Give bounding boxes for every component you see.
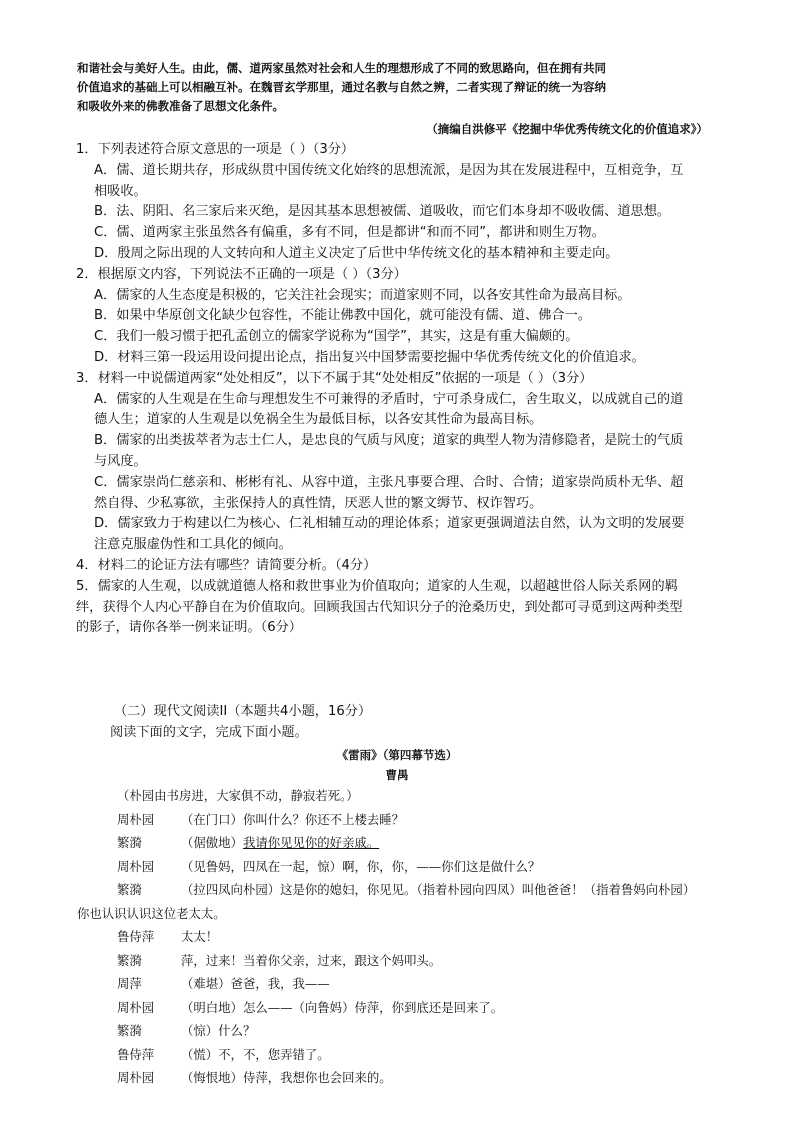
question-2-option-d: D．材料三第一段运用设问提出论点，指出复兴中国梦需要挖掘中华优秀传统文化的价值追求。 — [94, 349, 645, 365]
section-heading: （二）现代文阅读II（本题共4小题，16分） — [114, 704, 372, 719]
section-instruction: 阅读下面的文字，完成下面小题。 — [110, 725, 308, 740]
passage-line: 和谐社会与美好人生。由此，儒、道两家虽然对社会和人生的理想形成了不同的致思路向，但在拥有共同 — [77, 61, 606, 75]
speaker-name: 周朴园 — [117, 811, 155, 827]
passage-paragraph — [77, 59, 606, 116]
dialogue-line — [117, 855, 695, 879]
dialogue-text: （慌）不，不，您弄错了。 — [181, 1046, 330, 1062]
question-3-option-c-cont: 然自得、少私寡欲，主张保持人的真性情，厌恶人世的繁文缛节、权诈智巧。 — [94, 495, 543, 511]
speaker-name: 繁漪 — [117, 1023, 142, 1038]
dialogue-line — [117, 1066, 695, 1090]
question-2-option-c: C．我们一般习惯于把孔孟创立的儒家学说称为“国学”，其实，这是有重大偏颇的。 — [94, 329, 579, 345]
play-title: 《雷雨》（第四幕节选） — [336, 748, 458, 762]
question-5-stem-cont: 绊，获得个人内心平静自在为价值取向。回顾我国古代知识分子的沧桑历史，到处都可寻觅到这两种类型 — [76, 599, 683, 615]
passage-line: 价值追求的基础上可以相融互补。在魏晋玄学那里，通过名教与自然之辨，二者实现了辩证的统一为容纳 — [77, 80, 606, 94]
question-1-option-a-cont: 相吸收。 — [94, 183, 147, 199]
question-2-option-b: B．如果中华原创文化缺少包容性，不能让佛教中国化，就可能没有儒、道、佛合一。 — [94, 308, 591, 324]
question-2-option-a: A．儒家的人生态度是积极的，它关注社会现实；而道家则不同，以各安其性命为最高目标。 — [94, 287, 631, 303]
speaker-name: 鲁侍萍 — [117, 929, 155, 944]
speaker-name: 周朴园 — [117, 858, 155, 874]
dialogue-line — [117, 808, 695, 832]
dialogue-line — [117, 925, 695, 949]
question-1-option-a: A．儒、道长期共存，形成纵贯中国传统文化始终的思想流派，是因为其在发展进程中，互相竞争，互 — [94, 162, 684, 178]
play-author: 曹禺 — [385, 768, 409, 782]
question-3-option-d: D．儒家致力于构建以仁为核心、仁礼相辅互动的理论体系；道家更强调道法自然，认为文明的发展要 — [94, 516, 685, 532]
passage-line: 和吸收外来的佛教准备了思想文化条件。 — [77, 99, 284, 113]
question-3-option-a-cont: 德人生；道家的人生观是以免祸全生为最低目标，以各安其性命为最高目标。 — [94, 412, 543, 428]
question-4-stem: 4．材料二的论证方法有哪些？请简要分析。（4分） — [76, 557, 377, 573]
play-script — [77, 784, 696, 1090]
dialogue-line-wrap — [77, 902, 695, 926]
speaker-name: 繁漪 — [117, 882, 142, 897]
dialogue-line — [117, 996, 695, 1020]
dialogue-text: 你也认识认识这位老太太。 — [77, 905, 226, 921]
dialogue-text: （倨傲地） — [181, 835, 243, 850]
stage-direction: （朴园由书房进，大家俱不动，静寂若死。） — [117, 788, 359, 803]
question-3-option-b: B．儒家的出类拔萃者为志士仁人，是忠良的气质与风度；道家的典型人物为清修隐者，是院士的气质 — [94, 433, 684, 449]
question-3-option-d-cont: 注意克服虚伪性和工具化的倾向。 — [94, 537, 292, 553]
question-1-option-d: D．殷周之际出现的人文转向和人道主义决定了后世中华传统文化的基本精神和主要走向。 — [94, 245, 619, 261]
question-3-option-b-cont: 与风度。 — [94, 453, 147, 469]
question-5-stem-cont: 的影子，请你各举一例来证明。（6分） — [76, 620, 302, 636]
question-1-option-c: C．儒、道两家主张虽然各有偏重，多有不同，但是都讲“和而不同”，都讲和则生万物。 — [94, 225, 605, 241]
dialogue-line — [117, 1019, 695, 1043]
dialogue-line — [117, 831, 695, 855]
dialogue-text: （悔恨地）侍萍，我想你也会回来的。 — [181, 1070, 392, 1085]
speaker-name: 繁漪 — [117, 952, 142, 968]
question-block — [76, 140, 684, 639]
passage-source: （摘编自洪修平《挖掘中华优秀传统文化的价值追求》） — [426, 122, 708, 136]
speaker-name: 繁漪 — [117, 835, 142, 850]
underlined-dialogue-text: 我请你见见你的好亲戚。 — [242, 835, 380, 850]
dialogue-line — [117, 972, 695, 996]
question-5-stem: 5．儒家的人生观，以成就道德人格和救世事业为价值取向；道家的人生观，以超越世俗人际关系网的羁 — [76, 578, 678, 594]
dialogue-text: 萍，过来！当着你父亲，过来，跟这个妈叩头。 — [181, 952, 442, 968]
dialogue-text: （见鲁妈，四凤在一起，惊）啊，你，你，——你们这是做什么？ — [181, 858, 541, 874]
question-2-stem: 2．根据原文内容，下列说法不正确的一项是（ ）（3分） — [76, 266, 407, 282]
dialogue-text: 太太！ — [181, 929, 219, 944]
speaker-name: 鲁侍萍 — [117, 1046, 155, 1062]
dialogue-text: （在门口）你叫什么？你还不上楼去睡？ — [181, 811, 405, 827]
question-1-stem: 1．下列表述符合原文意思的一项是（ ）（3分） — [76, 142, 355, 157]
dialogue-line — [117, 878, 695, 902]
question-3-option-a: A．儒家的人生观是在生命与理想发生不可兼得的矛盾时，宁可杀身成仁，舍生取义，以成就自己的道 — [94, 391, 684, 407]
speaker-name: 周朴园 — [117, 999, 155, 1015]
speaker-name: 周萍 — [117, 976, 142, 991]
dialogue-text: （拉四凤向朴园）这是你的媳妇，你见见。（指着朴园向四凤）叫他爸爸！（指着鲁妈向朴园） — [181, 882, 696, 897]
question-1-option-b: B．法、阴阳、名三家后来灭绝，是因其基本思想被儒、道吸收，而它们本身却不吸收儒、道思想。 — [94, 204, 671, 220]
speaker-name: 周朴园 — [117, 1070, 155, 1085]
dialogue-text: （难堪）爸爸，我，我—— — [181, 976, 330, 991]
dialogue-text: （明白地）怎么——（向鲁妈）侍萍，你到底还是回来了。 — [181, 999, 504, 1015]
dialogue-text: （惊）什么？ — [181, 1023, 256, 1038]
question-3-stem: 3．材料一中说儒道两家“处处相反”，以下不属于其“处处相反”依据的一项是（ ）（3分） — [76, 370, 593, 386]
question-3-option-c: C．儒家崇尚仁慈亲和、彬彬有礼、从容中道，主张凡事要合理、合时、合情；道家崇尚质朴无华、超 — [94, 474, 684, 490]
dialogue-line — [117, 949, 695, 973]
dialogue-line — [117, 1043, 695, 1067]
